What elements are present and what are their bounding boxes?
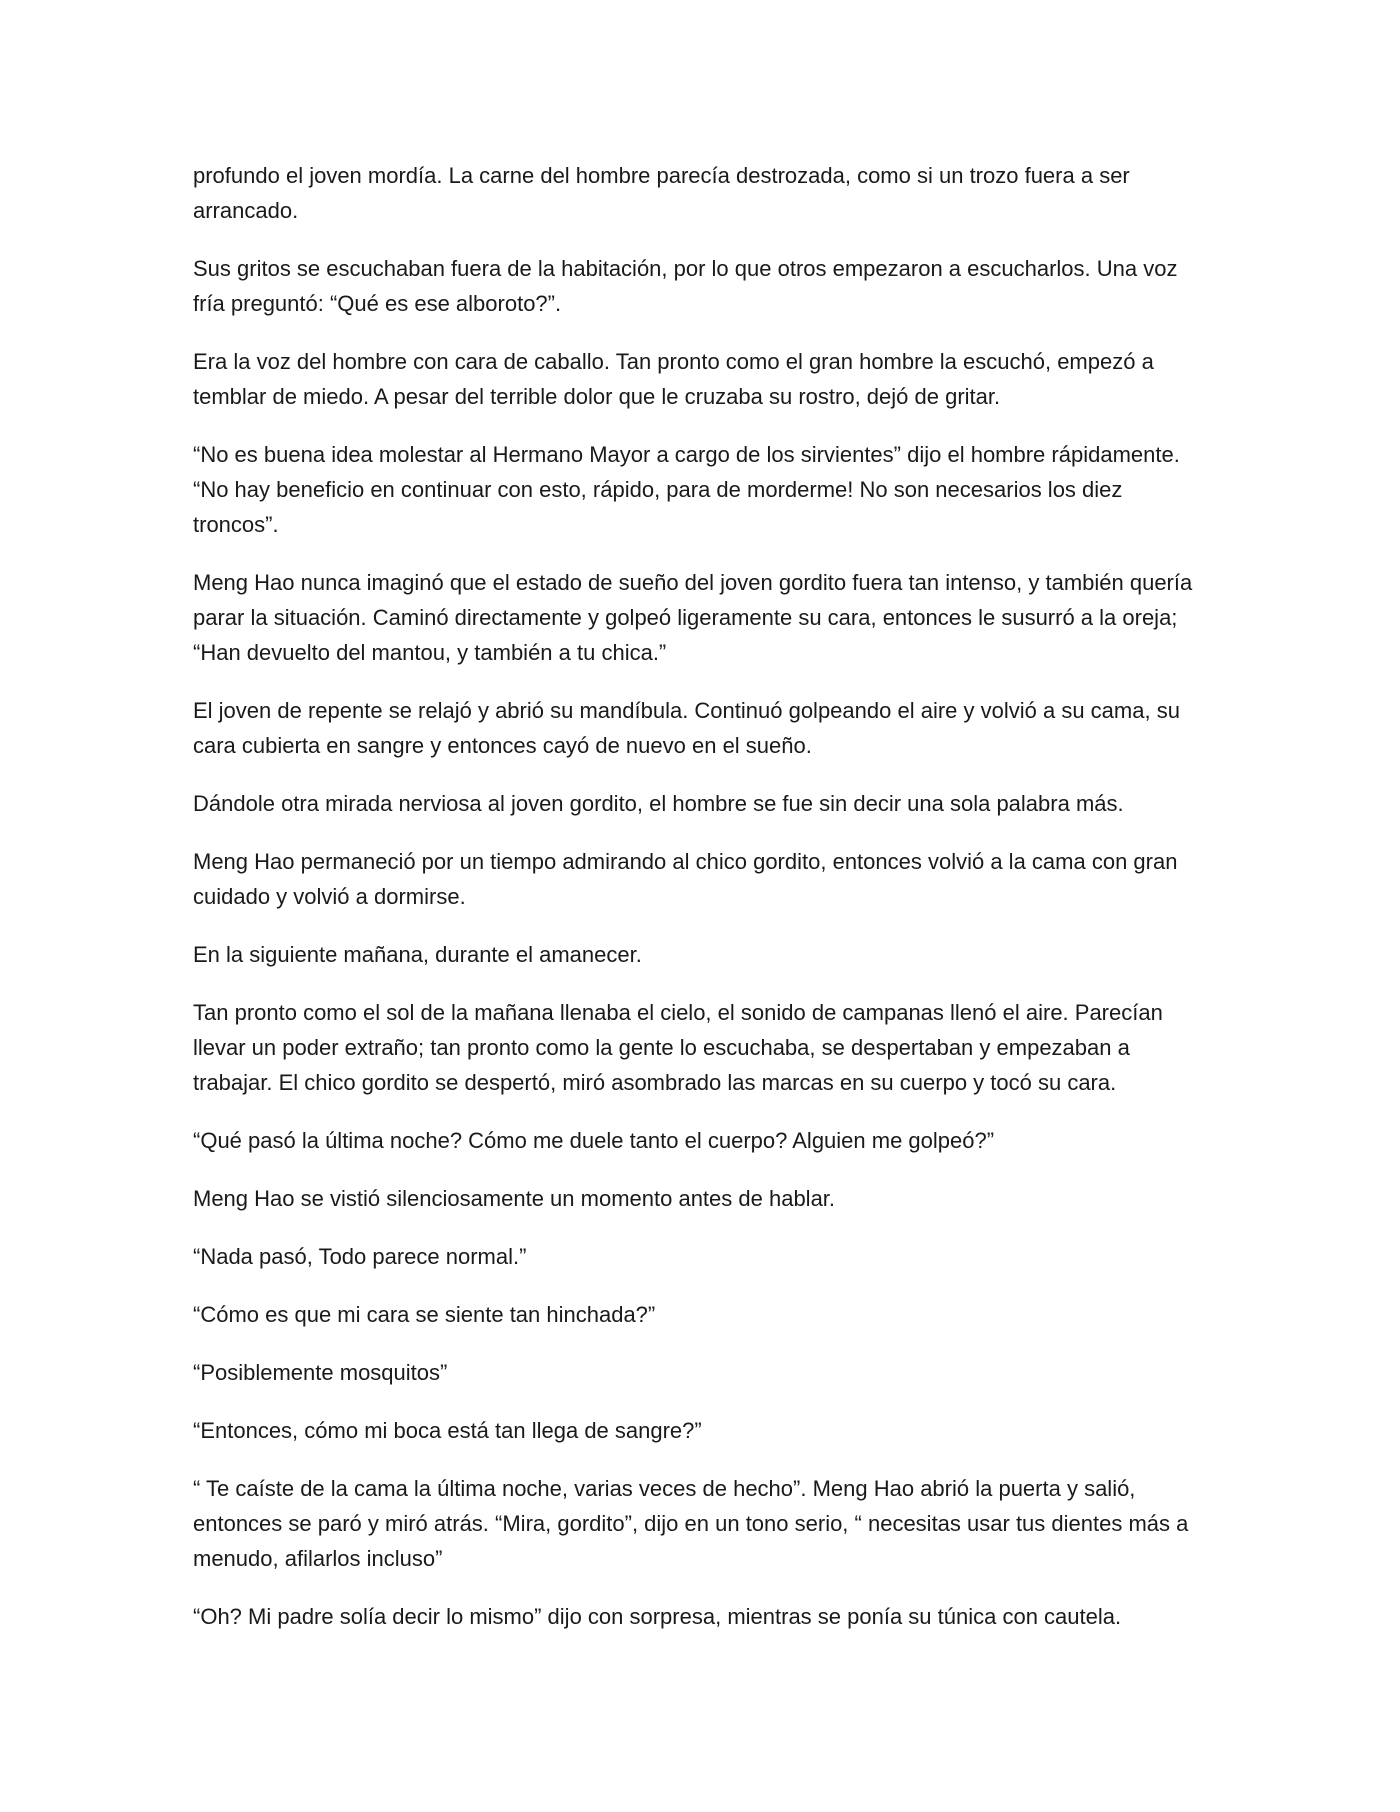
paragraph: “Oh? Mi padre solía decir lo mismo” dijo con sorpresa, mientras se ponía su túnica con cautela. (193, 1604, 1122, 1629)
paragraph: “Entonces, cómo mi boca está tan llega de sangre?” (193, 1418, 702, 1443)
paragraph: profundo el joven mordía. La carne del hombre parecía destrozada, como si un trozo fuera a ser arrancado. (193, 163, 1130, 223)
paragraph: “Nada pasó, Todo parece normal.” (193, 1244, 527, 1269)
paragraph: Meng Hao nunca imaginó que el estado de sueño del joven gordito fuera tan intenso, y también quería parar la situación. Caminó directamente y golpeó ligeramente su cara, entonces le susurró a la oreja; “Han devuelto del mantou, y también a tu chica.” (193, 570, 1193, 665)
paragraph: Meng Hao se vistió silenciosamente un momento antes de hablar. (193, 1186, 836, 1211)
paragraph: Dándole otra mirada nerviosa al joven gordito, el hombre se fue sin decir una sola palabra más. (193, 791, 1124, 816)
paragraph: “Posiblemente mosquitos” (193, 1360, 448, 1385)
paragraph: “ Te caíste de la cama la última noche, varias veces de hecho”. Meng Hao abrió la puerta y salió, entonces se paró y miró atrás. “Mira, gordito”, dijo en un tono serio, “ necesitas usar tus dientes más a menudo, afilarlos incluso” (193, 1476, 1189, 1571)
paragraph: El joven de repente se relajó y abrió su mandíbula. Continuó golpeando el aire y volvió a su cama, su cara cubierta en sangre y entonces cayó de nuevo en el sueño. (193, 698, 1180, 758)
paragraph: “Cómo es que mi cara se siente tan hinchada?” (193, 1302, 656, 1327)
paragraph: Era la voz del hombre con cara de caballo. Tan pronto como el gran hombre la escuchó, empezó a temblar de miedo. A pesar del terrible dolor que le cruzaba su rostro, dejó de gritar. (193, 349, 1154, 409)
document-body (193, 158, 1213, 1657)
paragraph: “Qué pasó la última noche? Cómo me duele tanto el cuerpo? Alguien me golpeó?” (193, 1128, 995, 1153)
paragraph: Tan pronto como el sol de la mañana llenaba el cielo, el sonido de campanas llenó el aire. Parecían llevar un poder extraño; tan pronto como la gente lo escuchaba, se despertaban y empezaban a trabajar. El chico gordito se despertó, miró asombrado las marcas en su cuerpo y tocó su cara. (193, 1000, 1163, 1095)
paragraph: En la siguiente mañana, durante el amanecer. (193, 942, 642, 967)
paragraph: Sus gritos se escuchaban fuera de la habitación, por lo que otros empezaron a escucharlos. Una voz fría preguntó: “Qué es ese alboroto?”. (193, 256, 1178, 316)
paragraph: “No es buena idea molestar al Hermano Mayor a cargo de los sirvientes” dijo el hombre rápidamente. “No hay beneficio en continuar con esto, rápido, para de morderme! No son necesarios los diez troncos”. (193, 442, 1180, 537)
paragraph: Meng Hao permaneció por un tiempo admirando al chico gordito, entonces volvió a la cama con gran cuidado y volvió a dormirse. (193, 849, 1178, 909)
